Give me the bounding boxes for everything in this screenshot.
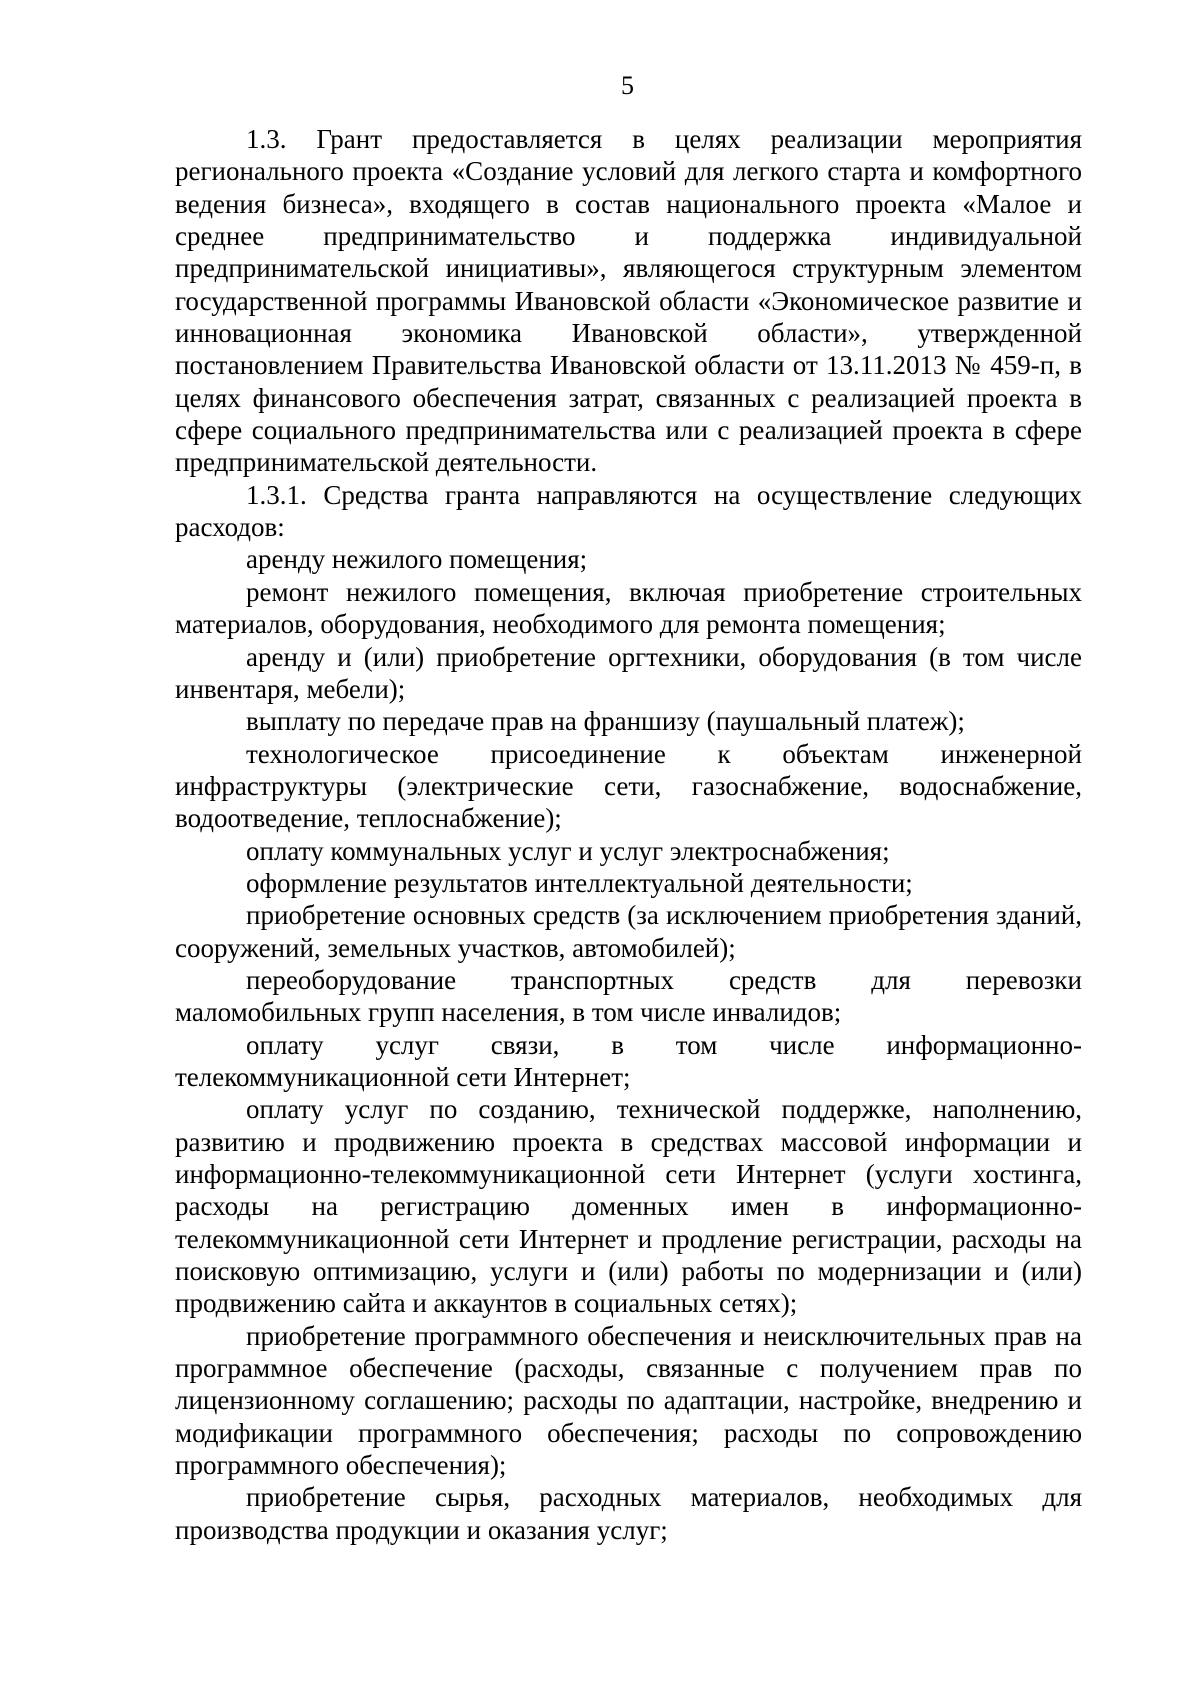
list-item-intellectual-property: оформление результатов интеллектуальной деятельности; bbox=[246, 867, 913, 898]
list-item-online-promotion: оплату услуг по созданию, технической поддержке, наполнению, развитию и продвижению проекта в средствах массовой информации и информационно-телекоммуникационной сети Интернет (услуги хостинга, расходы на регистрацию доменных имен в информационно-телекоммуникационной сети Интернет и продление регистрации, расходы на поисковую оптимизацию, услуги и (или) работы по модернизации и (или) продвижению сайта и аккаунтов в социальных сетях); bbox=[175, 1094, 1082, 1319]
list-item-raw-materials: приобретение сырья, расходных материалов, необходимых для производства продукции и оказания услуг; bbox=[175, 1482, 1082, 1545]
paragraph-grant-purpose: 1.3. Грант предоставляется в целях реализации мероприятия регионального проекта «Создание условий для легкого старта и комфортного ведения бизнеса», входящего в состав национального проекта «Малое и среднее предпринимательство и поддержка индивидуальной предпринимательской инициативы», являющегося структурным элементом государственной программы Ивановской области «Экономическое развитие и инновационная экономика Ивановской области», утвержденной постановлением Правительства Ивановской области от 13.11.2013 № 459-п, в целях финансового обеспечения затрат, связанных с реализацией проекта в сфере социального предпринимательства или с реализацией проекта в сфере предпринимательской деятельности. bbox=[175, 124, 1082, 478]
page-number: 5 bbox=[621, 71, 634, 100]
list-item-fixed-assets: приобретение основных средств (за исключением приобретения зданий, сооружений, земельных участков, автомобилей); bbox=[175, 900, 1082, 963]
list-item-office-equipment: аренду и (или) приобретение оргтехники, оборудования (в том числе инвентаря, мебели); bbox=[175, 641, 1082, 704]
list-item-utility-connection: технологическое присоединение к объектам инженерной инфраструктуры (электрические сети, газоснабжение, водоснабжение, водоотведение, теплоснабжение); bbox=[175, 738, 1082, 834]
list-item-utility-payments: оплату коммунальных услуг и услуг электроснабжения; bbox=[246, 835, 890, 866]
list-item-premises-repair: ремонт нежилого помещения, включая приобретение строительных материалов, оборудования, необходимого для ремонта помещения; bbox=[175, 576, 1082, 640]
list-item-communication-services: оплату услуг связи, в том числе информационно-телекоммуникационной сети Интернет; bbox=[175, 1029, 1082, 1092]
document-body bbox=[175, 123, 1082, 1546]
list-item-vehicle-refit: переоборудование транспортных средств для перевозки маломобильных групп населения, в том числе инвалидов; bbox=[175, 964, 1082, 1028]
list-item-premises-rent: аренду нежилого помещения; bbox=[246, 544, 588, 575]
paragraph-grant-expenses-intro: 1.3.1. Средства гранта направляются на осуществление следующих расходов: bbox=[175, 479, 1082, 543]
list-item-franchise-payment: выплату по передаче прав на франшизу (паушальный платеж); bbox=[246, 706, 965, 737]
list-item-software: приобретение программного обеспечения и неисключительных прав на программное обеспечение (расходы, связанные с получением прав по лицензионному соглашению; расходы по адаптации, настройке, внедрению и модификации программного обеспечения; расходы по сопровождению программного обеспечения); bbox=[175, 1320, 1082, 1481]
